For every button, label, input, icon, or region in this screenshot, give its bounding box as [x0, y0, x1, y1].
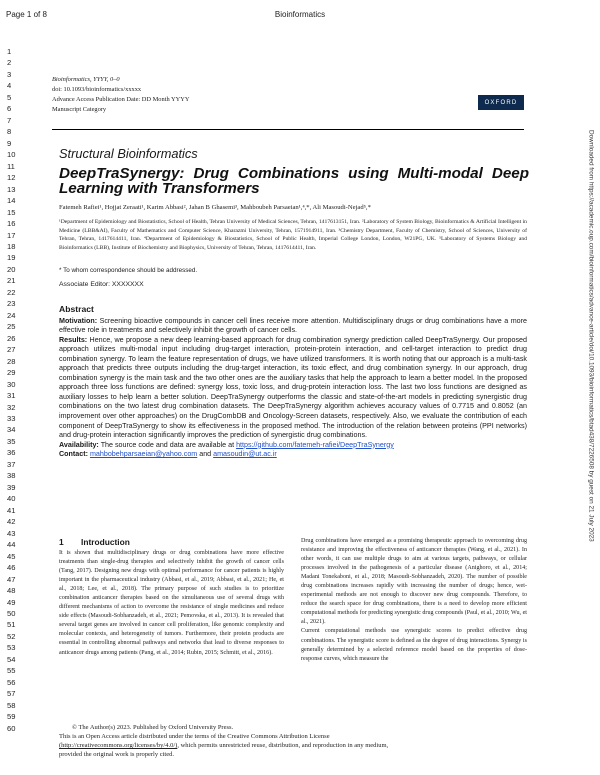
line-number: 32: [7, 402, 16, 412]
intro-right-column: [301, 537, 527, 664]
contact-label: Contact:: [59, 450, 88, 459]
line-number: 18: [7, 241, 16, 251]
intro-right-paragraph-1: Drug combinations have emerged as a promising therapeutic approach to overcoming drug resistance and improving the effectiveness of anticancer therapies (Wang, et al., 2021). In other words, it can use multiple drugs to aim at various targets, pathways, or cellular processes involved in the pathogenesis of a particular disease (Anighoro, et al., 2014; Madani Tonekaboni, et al., 2018; Masoudi-Sobhanzadeh, 2020). The number of possible drug combinations increases rapidly with increasing the number of drugs; hence, wet-experimental methods are not enough to discover new drug compounds. Therefore, to reduce the search space for drug combinations, there is a need to develop more efficient computational methods for predicting synergistic drug compounds (Paul, et al., 2010; Wu, et al., 2021).: [301, 538, 527, 626]
line-number: 41: [7, 505, 16, 515]
license-footer: [59, 723, 539, 759]
line-number: 20: [7, 264, 16, 274]
intro-right-paragraph-2: Current computational methods use synergistic scores to predict effective drug combinations. The synergistic score is defined as the degree of drug interactions. Synergy is generally determined by a selected reference model based on the properties of dose-response curves, which measure the: [301, 628, 527, 662]
contact-email-2[interactable]: amasoudin@ut.ac.ir: [213, 450, 277, 459]
line-number: 33: [7, 414, 16, 423]
journal-header: Bioinformatics: [274, 10, 326, 19]
license-link-line: [59, 741, 539, 750]
line-number: 28: [7, 356, 16, 366]
line-number: 29: [7, 368, 16, 378]
availability-line: [59, 441, 527, 451]
results-label: Results:: [59, 335, 88, 344]
line-number: 23: [7, 299, 16, 309]
line-number: 54: [7, 654, 16, 664]
line-number: 2: [7, 58, 12, 68]
download-note-text[interactable]: Downloaded from https://academic.oup.com/bioinformatics/advance-article/doi/10.1093/bioinformatics/btad438/7226508 by guest on 21 July 2023: [587, 130, 595, 542]
line-number: 8: [7, 127, 12, 137]
line-number: 26: [7, 333, 16, 343]
line-number: 1: [7, 47, 12, 56]
paper-title: DeepTraSynergy: Drug Combinations using Multi-modal Deep Learning with Transformers: [59, 165, 529, 197]
line-number: 58: [7, 700, 16, 710]
line-number: 46: [7, 563, 16, 573]
line-number: 60: [7, 723, 16, 733]
availability-text: The source code and data are available at: [100, 440, 235, 449]
line-number: 21: [7, 276, 16, 286]
line-number: 34: [7, 425, 16, 435]
line-number: 10: [7, 150, 16, 160]
line-number: 35: [7, 436, 16, 446]
line-number: 40: [7, 494, 16, 504]
line-number: 5: [7, 92, 12, 102]
line-number: 52: [7, 631, 16, 641]
line-number: 44: [7, 540, 16, 550]
manuscript-category: Manuscript Category: [52, 106, 107, 113]
line-number: 59: [7, 712, 16, 722]
line-number: 13: [7, 184, 16, 194]
line-number: 31: [7, 391, 16, 401]
line-number: 38: [7, 471, 16, 481]
line-numbers: [7, 46, 27, 734]
journal-citation: Bioinformatics, YYYY, 0–0: [52, 76, 120, 83]
github-link[interactable]: https://github.com/fatemeh-rafiei/DeepTraSynergy: [236, 440, 394, 449]
line-number: 48: [7, 586, 16, 596]
license-line-rest: , which permits unrestricted reuse, distribution, and reproduction in any medium,: [177, 742, 389, 750]
affiliations: ¹Department of Epidemiology and Biostatistics, School of Health, Tehran University of Medical Sciences, Tehran, 1417613151, Iran. ²Laboratory of System Biology, Bioinformatics & Artificial Intelligent in Medicine (LBB&AI), Faculty of Mathematics and Computer Science, Kharazmi University, Tehran, 1571914911, Iran. ³Chemistry Department, Faculty of Chemistry, School of Sciences, University of Tehran, Tehran, 1417614411, Iran. ⁴Department of Epidemiology & Biostatistics, School of Public Health, Imperial College London, London, W21PG, UK. ⁵Laboratory of Systems Biology and Bioinformatics (LBB), Institute of Biochemistry and Biophysics, University of Tehran, Tehran, 1417614411, Iran.: [59, 219, 527, 251]
doi-line: doi: 10.1093/bioinformatics/xxxxx: [52, 86, 142, 93]
license-line: This is an Open Access article distributed under the terms of the Creative Commons Attribution License: [59, 733, 330, 741]
line-number: 12: [7, 173, 16, 183]
line-number: 57: [7, 689, 16, 699]
line-number: 55: [7, 666, 16, 676]
line-number: 4: [7, 81, 12, 91]
line-number: 39: [7, 482, 16, 492]
access-date: Advance Access Publication Date: DD Month YYYY: [52, 96, 190, 103]
line-number: 45: [7, 551, 16, 561]
motivation-paragraph: [59, 317, 527, 336]
contact-and: and: [199, 450, 212, 459]
line-number: 47: [7, 574, 16, 584]
line-number: 50: [7, 608, 16, 618]
contact-line: [59, 450, 527, 460]
line-number: 11: [7, 161, 15, 171]
article-meta: [52, 75, 190, 115]
page-label: Page 1 of 8: [6, 10, 47, 19]
header-divider: [52, 129, 524, 130]
line-number: 30: [7, 379, 16, 389]
line-number: 49: [7, 597, 16, 607]
oxford-logo: OXFORD: [478, 95, 524, 110]
motivation-text: Screening bioactive compounds in cancer cell lines receive more attention. Multidisciplinary drugs or drug combinations have a more effective role in treatments and selectively inhibit the growth of cancer cells.: [59, 316, 528, 335]
line-number: 37: [7, 459, 16, 469]
line-number: 7: [7, 115, 12, 125]
associate-editor: Associate Editor: XXXXXXX: [59, 281, 144, 288]
line-number: 17: [7, 230, 16, 240]
citation-line: provided the original work is properly cited.: [59, 751, 174, 759]
pdf-header: [6, 10, 594, 22]
contact-email-1[interactable]: mahbobehparsaeian@yahoo.com: [89, 450, 198, 459]
line-number: 19: [7, 253, 16, 263]
line-number: 14: [7, 196, 16, 206]
line-number: 15: [7, 207, 16, 217]
line-number: 42: [7, 517, 16, 527]
section-number: 1: [59, 537, 64, 547]
results-text: Hence, we propose a new deep learning-based approach for drug combination synergy prediction called DeepTraSynergy. Our proposed approach utilizes multi-modal input including drug-target interaction, protein-protein interaction, and cell-target interaction to predict drug combination synergy. To learn the feature representation of drugs, we have utilized transformers. It is worth noting that our approach is a multi-task approach that predicts three outputs including the drug-target interaction, its toxic effect, and drug combination synergy. In our approach, drug combination synergy is the main task and the two other ones are the auxiliary tasks that help the approach to learn a better model. In the proposed approach three loss functions are defined: synergy loss, toxic loss, and drug-protein interaction loss. The last two loss functions are designed as auxiliary losses to help learn a better solution. DeepTraSynergy outperforms the classic and state-of-the-art models in predicting synergistic drug combinations on the two latest drug combination datasets. The DeepTraSynergy algorithm achieves accuracy values of 0.7715 and 0.8052 (an improvement over other approaches) on the DrugCombDB and Oncology-Screen datasets, respectively. Also, we evaluate the contribution of each component of DeepTraSynergy to show its effectiveness in the proposed method. The introduction of the relation between proteins (PPI networks) and drug-protein interaction significantly improves the prediction of synergistic drug combinations.: [59, 335, 527, 440]
license-link[interactable]: (http://creativecommons.org/licenses/by/4.0/): [59, 742, 178, 750]
line-number: 43: [7, 528, 16, 538]
correspondence-note: * To whom correspondence should be addressed.: [59, 267, 198, 274]
section-title: Introduction: [81, 537, 130, 547]
line-number: 22: [7, 287, 16, 297]
line-number: 9: [7, 138, 12, 148]
author-list: Fatemeh Rafiei¹, Hojjat Zeraati¹, Karim Abbasi², Jahan B Ghasemi³, Mahboubeh Parsaeian¹,⁴,*, Ali Masoudi-Nejad⁵,*: [59, 204, 371, 211]
line-number: 36: [7, 448, 16, 458]
line-number: 16: [7, 219, 16, 229]
line-number: 25: [7, 322, 16, 332]
section-label: Structural Bioinformatics: [59, 146, 198, 161]
results-paragraph: [59, 336, 527, 441]
line-number: 51: [7, 620, 16, 630]
introduction-heading: [59, 537, 130, 547]
line-number: 24: [7, 310, 16, 320]
abstract-block: [59, 305, 527, 460]
line-number: 53: [7, 643, 16, 653]
line-number: 3: [7, 69, 12, 79]
availability-label: Availability:: [59, 440, 99, 449]
line-number: 56: [7, 677, 16, 687]
line-number: 27: [7, 345, 16, 355]
line-number: 6: [7, 104, 12, 114]
copyright-line: © The Author(s) 2023. Published by Oxford University Press.: [72, 724, 234, 731]
download-side-note: [584, 130, 598, 740]
abstract-heading: Abstract: [59, 304, 94, 314]
intro-left-column: It is shown that multidisciplinary drugs or drug combinations have more effective treatments than single-drug therapies and selectively inhibit the growth of cancer cells (Tang, 2017). Designing new drugs with optimal performance for cancer patients is highly important in the pharmaceutical industry (Abbasi, et al., 2019; Abbasi, et al., 2021; He, et al., 2018; Lee, et al., 2018). The primary purpose of such studies is to prioritize combination anticancer therapies based on the simultaneous use of several drugs with different mechanisms of action to overcome the resistance of single medicines and reduce side effects (Masoudi-Sobhanzadeh, et al., 2021; Pemovska, et al., 2013). It is revealed that several target genes are involved in cancer cell proliferation, like genomic complexity and molecular contexts, and heterogeneity of tumors. Furthermore, their protein products are essential in controlling abnormal pathways and networks that lead to diverse responses to anticancer drugs among patients (Pang, et al., 2014; Rubin, 2015; Schmitt, et al., 2016).: [59, 550, 284, 656]
motivation-label: Motivation:: [59, 316, 98, 325]
